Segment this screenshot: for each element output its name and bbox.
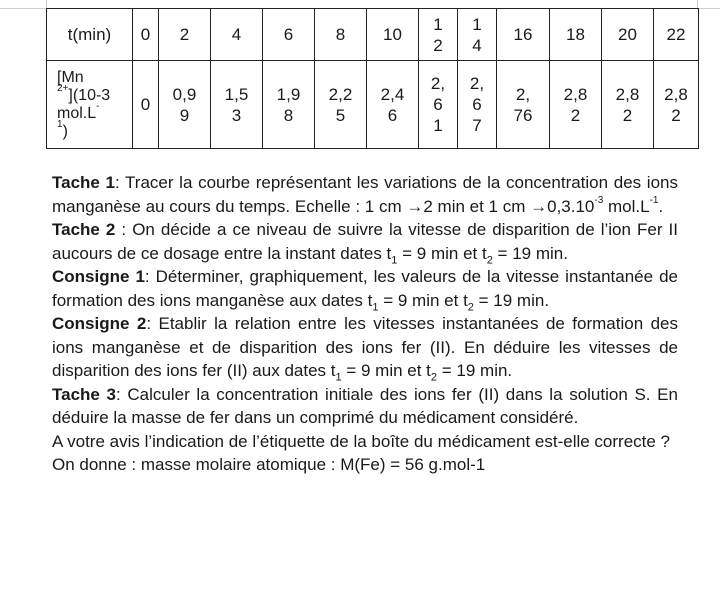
time-cell: 0 [133,9,159,61]
table-row-concentration [47,61,699,149]
conc-cell: 2, 6 7 [458,61,497,149]
table-row-time [47,9,699,61]
task-3: Tache 3: Calculer la concentration initiale des ions fer (II) dans la solution S. En déduire la masse de fer dans un comprimé du médicament considéré. [52,384,678,427]
conc-cell: 2,8 2 [654,61,699,149]
time-cell: 16 [497,9,550,61]
conc-cell: 2,8 2 [602,61,654,149]
conc-cell: 0,9 9 [159,61,211,149]
time-cell: 20 [602,9,654,61]
time-cell: 8 [315,9,367,61]
final-question: A votre avis l’indication de l’étiquette de la boîte du médicament est-elle correcte ? On donne : masse molaire atomique : M(Fe) = 56 g.mol-1 [52,431,671,474]
time-cell: 18 [550,9,602,61]
instruction-1: Consigne 1: Déterminer, graphiquement, les valeurs de la vitesse instantanée de formation des ions manganèse aux dates $t_1 = 9$ min et $t_2 = 19$ min. [52,267,678,313]
task-2: Tache 2 : On décide a ce niveau de suivre la vitesse de disparition de l’ion Fer II aucours de ce dosage entre la instant dates $t_1 = 9$ min et $t_2 = 19$ min. [52,220,678,266]
instruction-1-title: Consigne 1 [52,267,145,286]
task-1-title: Tache 1 [52,173,115,192]
ruler-tick [697,0,698,8]
time-label: t(min) [47,9,133,61]
conc-cell: 2,8 2 [550,61,602,149]
instruction-2-title: Consigne 2 [52,314,147,333]
time-cell: 1 2 [419,9,458,61]
time-cell: 1 4 [458,9,497,61]
task-3-title: Tache 3 [52,384,116,404]
instructions [52,171,678,477]
conc-cell: 2,4 6 [367,61,419,149]
conc-cell: 1,5 3 [211,61,263,149]
task-2-title: Tache 2 [52,220,116,239]
ruler-tick [46,0,47,8]
time-cell: 2 [159,9,211,61]
conc-cell: 1,9 8 [263,61,315,149]
time-cell: 6 [263,9,315,61]
conc-cell: 2,2 5 [315,61,367,149]
time-cell: 4 [211,9,263,61]
conc-cell: 0 [133,61,159,149]
concentration-label: [Mn $^{2+}$](10-3 mol.L- $^1$) [47,61,133,149]
instruction-2: Consigne 2: Etablir la relation entre les vitesses instantanées de formation des ions manganèse et de disparition des ions fer (II). En déduire les vitesses de disparition des ions fer (II) aux dates $t_1 = 9$ min et $t_2 = 19$ min. [52,314,679,384]
task-1: Tache 1: Tracer la courbe représentant les variations de la concentration des ions manganèse au cours du temps. Echelle : 1 cm →2 min et 1 cm $\to 0,3.10^{-3}$ $mol.L^{-1}$. [52,173,678,216]
time-cell: 22 [654,9,699,61]
conc-cell: 2, 6 1 [419,61,458,149]
data-table [46,8,699,149]
conc-cell: 2, 76 [497,61,550,149]
time-cell: 10 [367,9,419,61]
